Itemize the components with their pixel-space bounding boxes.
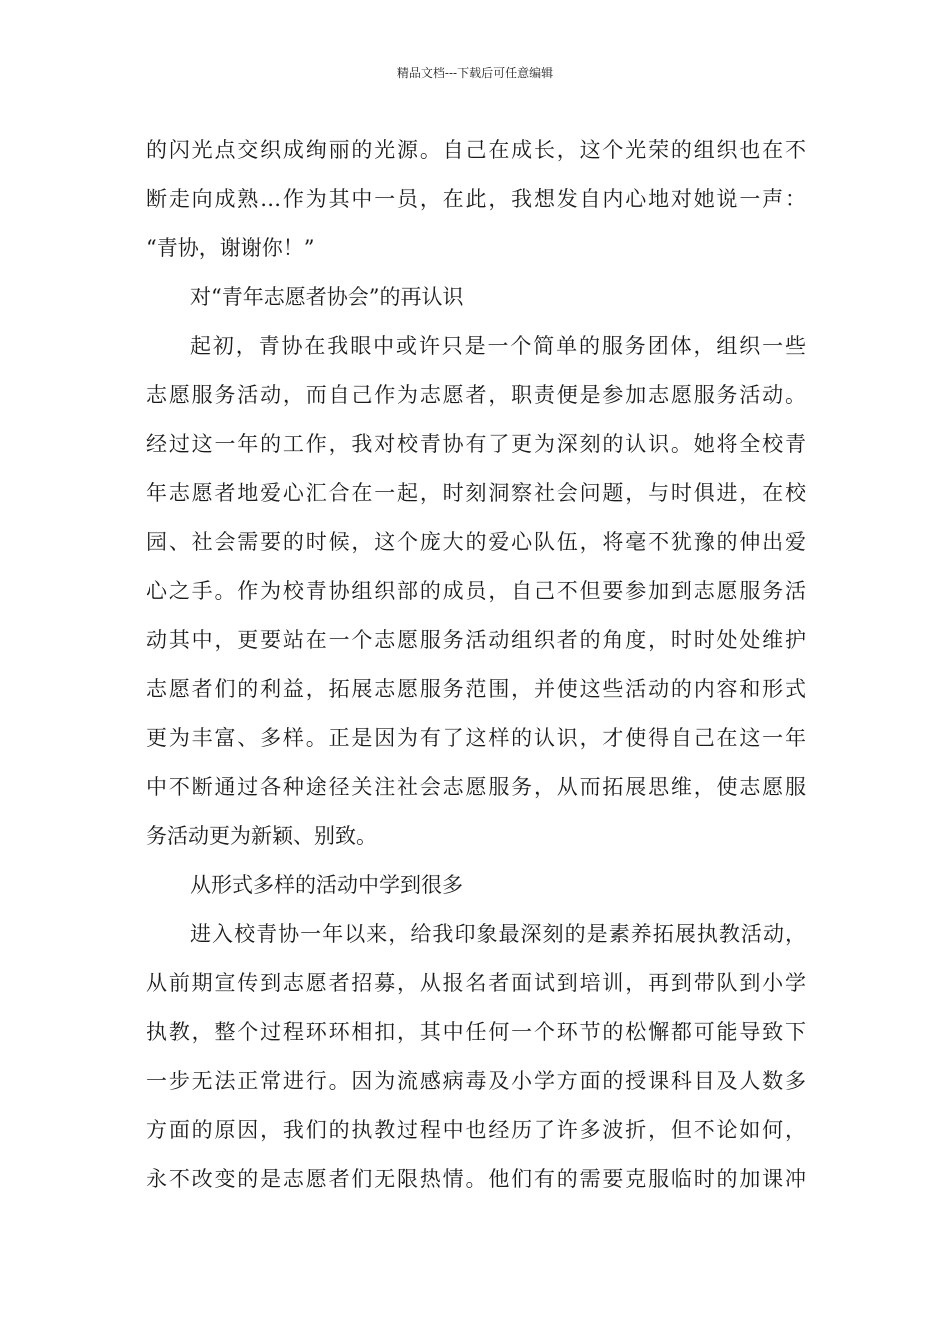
text-line: 志愿者们的利益，拓展志愿服务范围，并使这些活动的内容和形式 bbox=[146, 677, 806, 701]
heading-line: 从形式多样的活动中学到很多 bbox=[190, 873, 463, 897]
text-line: 中不断通过各种途径关注社会志愿服务，从而拓展思维，使志愿服 bbox=[146, 775, 806, 799]
text-line: 年志愿者地爱心汇合在一起，时刻洞察社会问题，与时俱进，在校 bbox=[146, 481, 806, 505]
text-line: 志愿服务活动，而自己作为志愿者，职责便是参加志愿服务活动。 bbox=[146, 383, 806, 407]
text-line: 心之手。作为校青协组织部的成员，自己不但要参加到志愿服务活 bbox=[146, 579, 806, 603]
text-line: 的闪光点交织成绚丽的光源。自己在成长，这个光荣的组织也在不 bbox=[146, 138, 806, 162]
text-line: 从前期宣传到志愿者招募，从报名者面试到培训，再到带队到小学 bbox=[146, 971, 806, 995]
text-line: 更为丰富、多样。正是因为有了这样的认识，才使得自己在这一年 bbox=[146, 726, 806, 750]
text-line: 永不改变的是志愿者们无限热情。他们有的需要克服临时的加课冲 bbox=[146, 1167, 806, 1191]
text-line: 一步无法正常进行。因为流感病毒及小学方面的授课科目及人数多 bbox=[146, 1069, 806, 1093]
heading-line: 对“青年志愿者协会”的再认识 bbox=[190, 285, 464, 309]
text-line: 断走向成熟…作为其中一员，在此，我想发自内心地对她说一声： bbox=[146, 187, 806, 211]
document-body bbox=[146, 126, 806, 1204]
text-line: 执教，整个过程环环相扣，其中任何一个环节的松懈都可能导致下 bbox=[146, 1020, 806, 1044]
section-heading bbox=[146, 861, 806, 910]
text-line: 务活动更为新颖、别致。 bbox=[146, 824, 377, 848]
page-header: 精品文档---下载后可任意编辑 bbox=[396, 66, 554, 80]
text-line: 经过这一年的工作，我对校青协有了更为深刻的认识。她将全校青 bbox=[146, 432, 806, 456]
section-heading bbox=[146, 273, 806, 322]
text-line: “青协，谢谢你！” bbox=[146, 236, 315, 260]
paragraph bbox=[146, 910, 806, 1204]
text-line: 起初，青协在我眼中或许只是一个简单的服务团体，组织一些 bbox=[190, 334, 806, 358]
text-line: 进入校青协一年以来，给我印象最深刻的是素养拓展执教活动， bbox=[190, 922, 806, 946]
text-line: 方面的原因，我们的执教过程中也经历了许多波折，但不论如何， bbox=[146, 1118, 806, 1142]
paragraph bbox=[146, 322, 806, 861]
text-line: 园、社会需要的时候，这个庞大的爱心队伍，将毫不犹豫的伸出爱 bbox=[146, 530, 806, 554]
paragraph-continuation bbox=[146, 126, 806, 273]
text-line: 动其中，更要站在一个志愿服务活动组织者的角度，时时处处维护 bbox=[146, 628, 806, 652]
